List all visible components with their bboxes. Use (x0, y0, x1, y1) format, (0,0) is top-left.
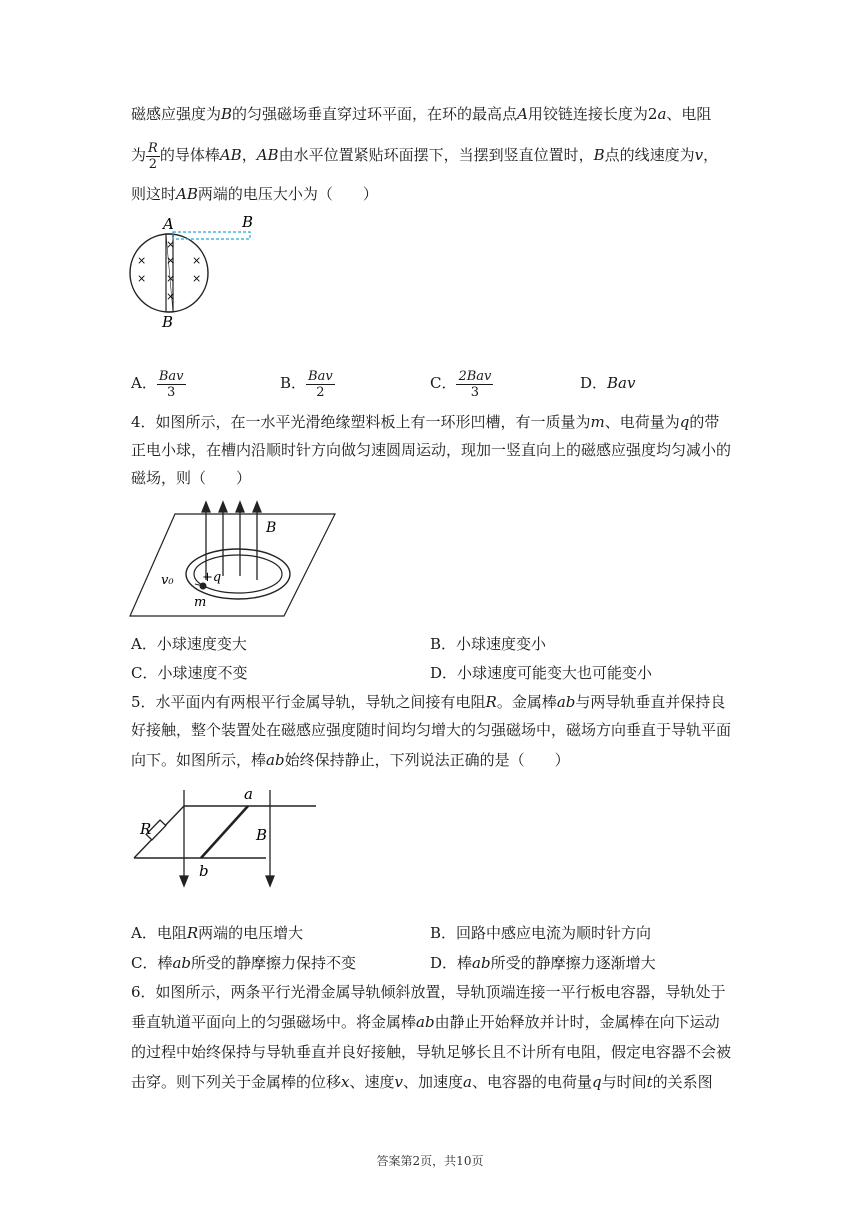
q3-line-1 (131, 104, 711, 124)
var-ab: ab (416, 1013, 435, 1031)
fraction: $\frac{\text{Bav}}{2}$ (308, 368, 333, 400)
q5-option-b[interactable]: B．回路中感应电流为顺时针方向 (430, 924, 652, 942)
text: ， (703, 146, 719, 164)
q3-option-c[interactable]: C． $\frac{\text{2Bav}}{3}$ (430, 368, 492, 400)
q4-option-a[interactable]: A．小球速度变大 (131, 635, 247, 653)
label-R: R (140, 820, 152, 838)
fraction-R-over-2: $\frac{R}{2}$ (148, 140, 158, 172)
q3-option-a[interactable]: A． $\frac{\text{Bav}}{3}$ (131, 368, 184, 400)
text: 、电荷量为 (604, 413, 680, 431)
cross-mark: × (192, 272, 202, 285)
var-AB: AB (256, 146, 279, 164)
q3-option-b[interactable]: B． $\frac{\text{Bav}}{2}$ (280, 368, 333, 400)
var-m: m (590, 413, 605, 431)
var-q: q (591, 1073, 602, 1091)
label-B: B (266, 520, 277, 536)
cross-mark: × (166, 254, 176, 267)
q6-line-4 (131, 1072, 713, 1092)
q4-option-c[interactable]: C．小球速度不变 (131, 664, 248, 682)
label-q: +q (202, 570, 222, 585)
q5-line-1 (131, 692, 725, 712)
q5-line-2: 好接触，整个装置处在磁感应强度随时间均匀增大的匀强磁场中，磁场方向垂直于导轨平面 (131, 721, 732, 739)
q6-line-2 (131, 1012, 720, 1032)
fraction: $\frac{\text{Bav}}{3}$ (158, 368, 184, 400)
text: 的带 (689, 413, 720, 431)
text: 的关系图 (652, 1073, 713, 1091)
text: 由静止开始释放并计时，金属棒在向下运动 (434, 1013, 720, 1031)
text: ， (241, 146, 257, 164)
text: 。金属棒 (496, 693, 557, 711)
text: 、电阻 (666, 105, 712, 123)
text: 、加速度 (402, 1073, 463, 1091)
q4-line-1 (131, 412, 719, 432)
text: 5．水平面内有两根平行金属导轨，导轨之间接有电阻 (131, 693, 486, 711)
label-B-right: B (242, 213, 254, 231)
text: 垂直轨道平面向上的匀强磁场中。将金属棒 (131, 1013, 417, 1031)
var-v: v (394, 1073, 403, 1091)
var-R: R (485, 693, 497, 711)
text: 磁感应强度为 (131, 105, 222, 123)
cross-mark: × (192, 254, 202, 267)
label-b: b (199, 862, 209, 880)
var-v: v (694, 146, 704, 164)
text: 两端的电压大小为（ ） (197, 185, 378, 203)
q3-figure-ring (124, 210, 264, 330)
text: 的导体棒 (159, 146, 220, 164)
var-a: a (463, 1073, 472, 1091)
label-m: m (194, 595, 207, 610)
var-B: B (221, 105, 233, 123)
var-ab: ab (266, 751, 285, 769)
label-B: B (256, 826, 268, 844)
text: 、电容器的电荷量 (471, 1073, 592, 1091)
text: 点的线速度为 (604, 146, 695, 164)
cross-mark: × (166, 238, 176, 251)
label-a: a (244, 785, 253, 803)
var-B: B (593, 146, 605, 164)
cross-mark: × (166, 272, 176, 285)
text: 4．如图所示，在一水平光滑绝缘塑料板上有一环形凹槽，有一质量为 (131, 413, 591, 431)
q3-option-d[interactable]: D．Bav (580, 374, 636, 392)
var-a: a (657, 105, 667, 123)
text: 则这时 (131, 185, 177, 203)
text: 用铰链连接长度为2 (527, 105, 658, 123)
text: 由水平位置紧贴环面摆下，当摆到竖直位置时， (278, 146, 594, 164)
page-footer: 答案第2页，共10页 (376, 1154, 484, 1168)
label-v0: v₀ (161, 573, 174, 588)
q4-figure-groove (128, 500, 338, 625)
var-x: x (341, 1073, 350, 1091)
var-t: t (646, 1073, 653, 1091)
label-A: A (163, 215, 174, 233)
var-ab: ab (556, 693, 576, 711)
var-A: A (517, 105, 528, 123)
q4-option-d[interactable]: D．小球速度可能变大也可能变小 (430, 664, 653, 682)
q5-option-a[interactable]: A．电阻R两端的电压增大 (131, 924, 304, 942)
cross-mark: × (166, 290, 176, 303)
var-AB: AB (176, 185, 198, 203)
q5-option-c[interactable]: C．棒ab所受的静摩擦力保持不变 (131, 954, 357, 972)
var-q: q (679, 413, 690, 431)
q5-line-3 (131, 750, 570, 770)
cross-mark: × (137, 272, 147, 285)
q6-line-3: 的过程中始终保持与导轨垂直并良好接触，导轨足够长且不计所有电阻，假定电容器不会被 (131, 1043, 732, 1061)
q5-figure-rails (130, 782, 330, 892)
text: 与时间 (601, 1073, 647, 1091)
q4-line-3: 磁场，则（ ） (131, 469, 252, 487)
q3-line-3 (131, 184, 378, 204)
q4-option-b[interactable]: B．小球速度变小 (430, 635, 547, 653)
text: 向下。如图所示，棒 (131, 751, 267, 769)
q5-option-d[interactable]: D．棒ab所受的静摩擦力逐渐增大 (430, 954, 656, 972)
text: 始终保持静止，下列说法正确的是（ ） (284, 751, 570, 769)
q3-line-2 (131, 138, 718, 172)
text: 击穿。则下列关于金属棒的位移 (131, 1073, 342, 1091)
var-AB: AB (219, 146, 242, 164)
text: 、速度 (349, 1073, 395, 1091)
text: 的匀强磁场垂直穿过环平面，在环的最高点 (232, 105, 518, 123)
text: 与两导轨垂直并保持良 (575, 693, 726, 711)
text: 为 (131, 146, 147, 164)
fraction: $\frac{\text{2Bav}}{3}$ (458, 368, 492, 400)
q6-line-1: 6．如图所示，两条平行光滑金属导轨倾斜放置，导轨顶端连接一平行板电容器，导轨处于 (131, 983, 726, 1001)
label-B-bottom: B (162, 313, 174, 330)
cross-mark: × (137, 254, 147, 267)
q4-line-2: 正电小球，在槽内沿顺时针方向做匀速圆周运动，现加一竖直向上的磁感应强度均匀减小的 (131, 441, 732, 459)
